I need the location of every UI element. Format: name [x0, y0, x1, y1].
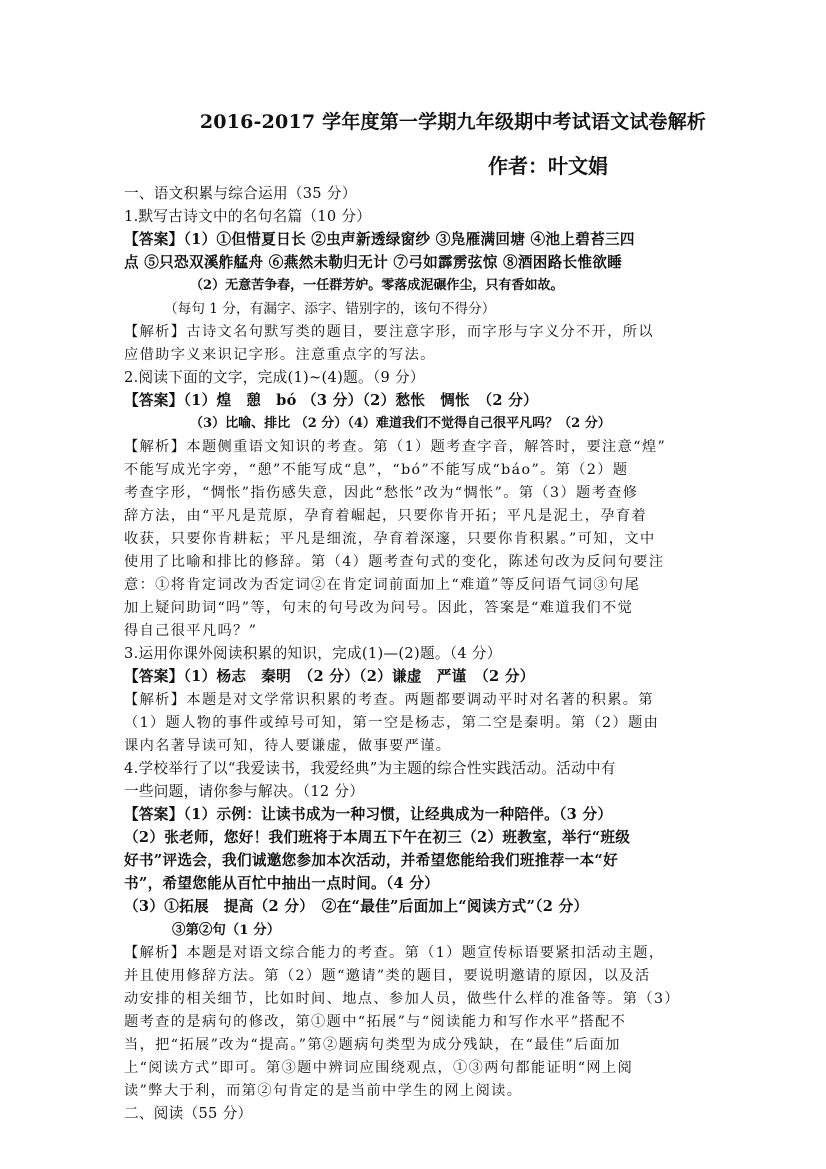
page-title: 2016-2017 学年度第一学期九年级期中考试语文试卷解析	[199, 111, 707, 133]
question-heading: 3.运用你课外阅读积累的知识，完成(1)—(2)题。（4 分）	[124, 645, 502, 662]
explanation-line: 【解析】本题侧重语文知识的考查。第（1）题考查字音，解答时，要注意“煌”	[124, 439, 667, 455]
explanation-line: 使用了比喻和排比的修辞。第（4）题考查句式的变化，陈述句改为反问句要注	[124, 554, 665, 570]
explanation-line: （1）题人物的事件或绰号可知，第一空是杨志，第二空是秦明。第（2）题由	[124, 715, 660, 731]
explanation-line: 动安排的相关细节，比如时间、地点、参加人员，做些什么样的准备等。第（3）	[124, 991, 680, 1007]
explanation-line: 加上疑问助词“吗”等，句末的句号改为问号。因此，答案是“难道我们不觉	[124, 600, 634, 616]
answer-line: 好书”评选会，我们诚邀您参加本次活动，并希望您能给我们班推荐一本“好	[124, 852, 618, 869]
section-heading: 一、语文积累与综合运用（35 分）	[124, 185, 357, 202]
explanation-line: 【解析】古诗文名句默写类的题目，要注意字形，而字形与字义分不开，所以	[124, 324, 654, 340]
answer-line: 【答案】（1）①但惜夏日长 ②虫声新透绿窗纱 ③凫雁满回塘 ④池上碧苔三四	[124, 231, 635, 248]
section-heading: 二、阅读（55 分）	[124, 1105, 253, 1122]
answer-line: 【答案】（1）示例：让读书成为一种习惯，让经典成为一种陪伴。（3 分）	[124, 806, 613, 823]
answer-line: （3）①拓展 提高（2 分） ②在“最佳”后面加上“阅读方式”（2 分）	[124, 898, 589, 915]
explanation-line: 辞方法，由“平凡是荒原，孕育着崛起，只要你肯开拓；平凡是泥土，孕育着	[124, 508, 648, 524]
answer-line: （2）无意苦争春，一任群芳妒。零落成泥碾作尘，只有香如故。	[190, 278, 564, 293]
question-heading: 1.默写古诗文中的名句名篇（10 分）	[124, 208, 372, 225]
answer-line: （2）张老师，您好！我们班将于本周五下午在初三（2）班教室，举行“班级	[124, 829, 631, 846]
explanation-line: 【解析】本题是对语文综合能力的考查。第（1）题宣传标语要紧扣活动主题，	[124, 945, 665, 961]
author-line: 作者：叶文娟	[488, 154, 608, 178]
answer-note: （每句 1 分，有漏字、添字、错别字的，该句不得分）	[164, 301, 496, 317]
answer-line: （3）比喻、排比 （2 分）（4）难道我们不觉得自己很平凡吗？（2 分）	[190, 416, 611, 431]
question-heading: 一些问题，请你参与解决。（12 分）	[124, 783, 365, 800]
answer-line: ③第②句（1 分）	[172, 922, 281, 938]
explanation-line: 上“阅读方式”即可。第③题中辨词应围绕观点，①③两句都能证明“网上阅	[124, 1060, 634, 1076]
explanation-line: 读”弊大于利，而第②句肯定的是当前中学生的网上阅读。	[124, 1083, 523, 1099]
explanation-line: 得自己很平凡吗？”	[124, 623, 258, 639]
question-heading: 2.阅读下面的文字，完成(1)~(4)题。（9 分）	[124, 369, 425, 386]
explanation-line: 不能写成光字旁，“憩”不能写成“息”，“bó”不能写成“báo”。第（2）题	[124, 462, 629, 478]
explanation-line: 应借助字义来识记字形。注意重点字的写法。	[124, 347, 436, 363]
explanation-line: 收获，只要你肯耕耘；平凡是细流，孕育着深邃，只要你肯积累。”可知，文中	[124, 531, 656, 547]
explanation-line: 并且使用修辞方法。第（2）题“邀请”类的题目，要说明邀请的原因，以及活	[124, 968, 651, 984]
explanation-line: 当，把“拓展”改为“提高。”第②题病句类型为成分残缺，在“最佳”后面加	[124, 1037, 621, 1053]
explanation-line: 课内名著导读可知，待人要谦虚，做事要严谨。	[124, 738, 452, 754]
explanation-line: 意：①将肯定词改为否定词②在肯定词前面加上“难道”等反问语气词③句尾	[124, 577, 641, 593]
answer-line: 【答案】（1）煌 憩 bó （3 分）（2）愁怅 惆怅 （2 分）	[124, 392, 539, 409]
explanation-line: 考查字形，“惆怅”指伤感失意，因此“愁怅”改为“惆怅”。第（3）题考查修	[124, 485, 639, 501]
explanation-line: 题考查的是病句的修改，第①题中“拓展”与“阅读能力和写作水平”搭配不	[124, 1014, 627, 1030]
question-heading: 4.学校举行了以“我爱读书，我爱经典”为主题的综合性实践活动。活动中有	[124, 760, 616, 777]
answer-line: 点 ⑤只恐双溪舴艋舟 ⑥燕然未勒归无计 ⑦弓如霹雳弦惊 ⑧酒困路长惟欲睡	[124, 254, 623, 271]
answer-line: 【答案】（1）杨志 秦明 （2 分）（2）谦虚 严谨 （2 分）	[124, 668, 535, 685]
answer-line: 书”，希望您能从百忙中抽出一点时间。（4 分）	[124, 875, 440, 892]
explanation-line: 【解析】本题是对文学常识积累的考查。两题都要调动平时对名著的积累。第	[124, 692, 654, 708]
